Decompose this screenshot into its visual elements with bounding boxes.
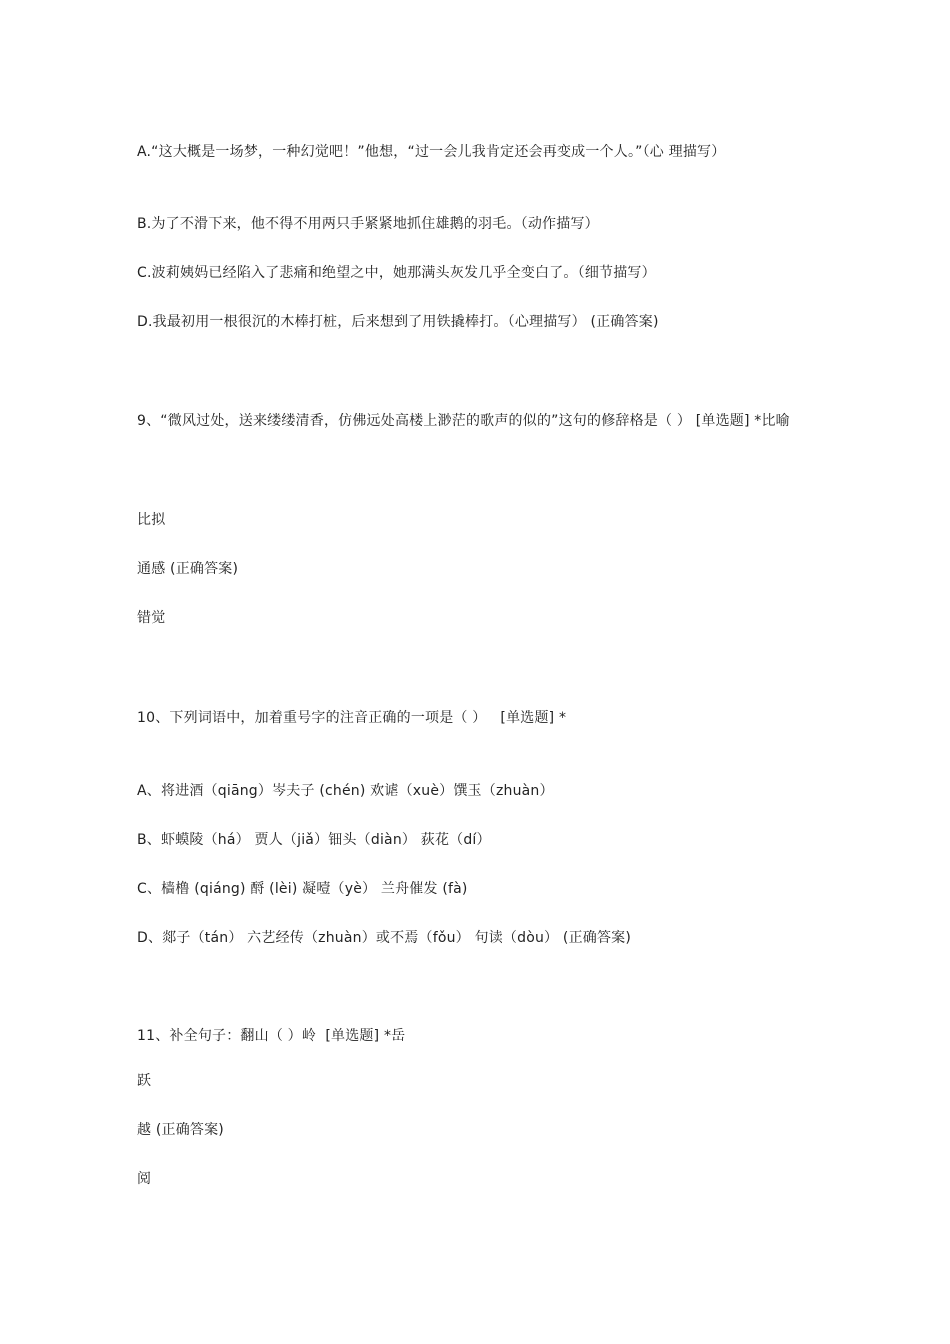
q11-option-1: 跃 — [137, 1073, 152, 1089]
q8-option-c: C.波莉姨妈已经陷入了悲痛和绝望之中，她那满头灰发几乎全变白了。（细节描写） — [137, 265, 656, 281]
q9-option-2: 通感 (正确答案) — [137, 561, 239, 577]
q11-question: 11、补全句子：翻山（ ）岭 [单选题] *岳 — [137, 1028, 406, 1044]
q9-option-3: 错觉 — [137, 610, 166, 626]
q10-option-a: A、将进酒（qiāng）岑夫子 (chén) 欢谑（xuè）馔玉（zhuàn） — [137, 783, 554, 799]
q10-option-b: B、虾蟆陵（há） 贾人（jiǎ）钿头（diàn） 荻花（dí） — [137, 832, 491, 848]
q8-option-a: A.“这大概是一场梦，一种幻觉吧！”他想，“过一会儿我肯定还会再变成一个人。”（心 理描写） — [137, 144, 726, 160]
q10-option-d: D、郯子（tán） 六艺经传（zhuàn）或不焉（fǒu） 句读（dòu） (正确答案) — [137, 930, 632, 946]
q8-option-d: D.我最初用一根很沉的木棒打桩，后来想到了用铁撬棒打。（心理描写） (正确答案) — [137, 314, 659, 330]
q11-option-3: 阅 — [137, 1171, 152, 1187]
q11-option-2: 越 (正确答案) — [137, 1122, 224, 1138]
q10-option-c: C、樯橹 (qiáng) 酹 (lèi) 凝噎（yè） 兰舟催发 (fà) — [137, 881, 468, 897]
q9-question: 9、“微风过处，送来缕缕清香，仿佛远处高楼上渺茫的歌声的似的”这句的修辞格是（ ） [单选题] *比喻 — [137, 413, 790, 429]
q10-question: 10、下列词语中，加着重号字的注音正确的一项是（ ） [单选题] * — [137, 710, 567, 726]
q9-option-1: 比拟 — [137, 512, 166, 528]
q8-option-b: B.为了不滑下来，他不得不用两只手紧紧地抓住雄鹅的羽毛。（动作描写） — [137, 216, 599, 232]
